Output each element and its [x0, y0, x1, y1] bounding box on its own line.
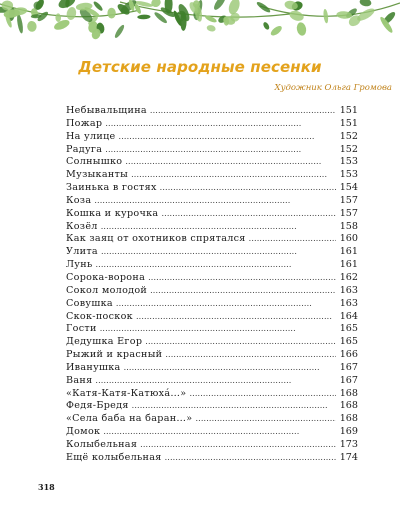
toc-entry-title: Заинька в гостях: [66, 182, 157, 194]
toc-entry-page: 153: [339, 169, 358, 181]
toc-entry-title: Коза: [66, 194, 92, 206]
leaf: [65, 6, 77, 21]
toc-entry-title: Рыжий и красный: [66, 349, 163, 361]
toc-entry-title: Кошка и курочка: [66, 207, 159, 219]
toc-entry-page: 173: [339, 438, 358, 450]
toc-entry-page: 167: [339, 361, 358, 373]
dot-leader: [125, 156, 336, 169]
toc-entry-title: Сокол молодой: [66, 284, 148, 296]
toc-entry-page: 152: [339, 143, 358, 155]
dot-leader: [132, 400, 336, 413]
toc-entry-title: Небывальщина: [66, 105, 147, 116]
toc-entry[interactable]: [66, 144, 358, 157]
leaf: [53, 18, 71, 32]
toc-entry[interactable]: [66, 298, 358, 311]
toc-entry-title: Домок: [66, 426, 101, 438]
toc-entry[interactable]: [66, 349, 358, 362]
toc-entry-title: На улице: [66, 130, 116, 142]
toc-entry[interactable]: [66, 182, 358, 195]
toc-entry-title: Пожар: [66, 117, 103, 129]
leaf: [92, 0, 104, 12]
dot-leader: [161, 208, 336, 221]
toc-entry-title: Радуга: [66, 143, 103, 155]
dot-leader: [119, 131, 336, 144]
toc-entry[interactable]: [66, 452, 358, 465]
toc-entry-page: 151: [339, 105, 358, 116]
toc-entry[interactable]: [66, 156, 358, 169]
leaf: [359, 0, 372, 7]
toc-entry-title: Сорока-ворона: [66, 271, 146, 283]
toc-entry-page: 163: [339, 284, 358, 296]
toc-entry-title: Совушка: [66, 297, 113, 309]
dot-leader: [101, 246, 336, 259]
dot-leader: [116, 298, 336, 311]
dot-leader: [95, 375, 336, 388]
dot-leader: [105, 118, 336, 131]
dot-leader: [140, 439, 336, 452]
toc-entry-title: Лунь: [66, 259, 93, 271]
leaf: [150, 0, 162, 9]
dot-leader: [150, 105, 336, 118]
toc-entry-page: 158: [339, 220, 358, 232]
toc-entry-title: Скок-поскок: [66, 310, 133, 322]
toc-entry[interactable]: [66, 413, 358, 426]
leaf: [269, 24, 283, 37]
toc-entry-title: Федя-Бредя: [66, 400, 129, 412]
toc-entry-page: 160: [339, 233, 358, 245]
leaf: [227, 0, 242, 16]
toc-entry-page: 163: [339, 297, 358, 309]
toc-entry-title: Ваня: [66, 374, 93, 386]
dot-leader: [94, 195, 336, 208]
dot-leader: [189, 388, 336, 401]
toc-entry[interactable]: [66, 336, 358, 349]
leaf: [55, 13, 61, 22]
dot-leader: [103, 426, 336, 439]
toc-entry[interactable]: [66, 118, 358, 131]
toc-entry-title: Солнышко: [66, 156, 123, 168]
dot-leader: [95, 259, 336, 272]
toc-entry-page: 161: [339, 246, 358, 258]
toc-entry-page: 166: [339, 349, 358, 361]
toc-entry[interactable]: [66, 439, 358, 452]
toc-entry-title: Ещё колыбельная: [66, 451, 162, 463]
dot-leader: [136, 311, 336, 324]
toc-entry-page: 157: [339, 194, 358, 206]
toc-entry-title: Колыбельная: [66, 438, 138, 450]
toc-entry[interactable]: [66, 208, 358, 221]
dot-leader: [195, 413, 336, 426]
leaf: [296, 22, 308, 37]
dot-leader: [100, 323, 336, 336]
dot-leader: [249, 233, 336, 246]
toc-entry-title: Иванушка: [66, 361, 121, 373]
toc-entry-page: 168: [339, 400, 358, 412]
toc-entry[interactable]: [66, 375, 358, 388]
toc-entry-page: 153: [339, 156, 358, 168]
toc-entry-page: 169: [339, 426, 358, 438]
leaf: [137, 14, 150, 19]
toc-entry[interactable]: [66, 246, 358, 259]
toc-entry[interactable]: [66, 131, 358, 144]
toc-entry-page: 154: [339, 182, 358, 194]
toc-entry[interactable]: [66, 388, 358, 401]
leaf: [113, 24, 125, 39]
toc-entry[interactable]: [66, 323, 358, 336]
toc-entry[interactable]: [66, 233, 358, 246]
leaf: [16, 14, 24, 34]
dot-leader: [165, 349, 336, 362]
toc-entry-page: 168: [339, 413, 358, 425]
page-number: 318: [38, 482, 55, 492]
section-title: Детские народные песенки: [78, 58, 322, 76]
dot-leader: [131, 169, 336, 182]
toc-entry-page: 168: [339, 387, 358, 399]
dot-leader: [101, 221, 336, 234]
toc-entry-title: «Катя-Катя-Катюха́…»: [66, 387, 187, 399]
leaf-border-illustration: [0, 0, 400, 48]
toc-entry-page: 162: [339, 271, 358, 283]
toc-entry-title: Музыканты: [66, 169, 129, 181]
toc-entry-page: 174: [339, 451, 358, 463]
toc-entry-title: Как заяц от охотников спрятался: [66, 233, 246, 245]
toc-entry[interactable]: [66, 285, 358, 298]
toc-entry[interactable]: [66, 169, 358, 182]
dot-leader: [148, 272, 336, 285]
toc-entry[interactable]: [66, 105, 358, 118]
toc-entry[interactable]: [66, 259, 358, 272]
leaf: [323, 9, 329, 24]
dot-leader: [124, 362, 336, 375]
dot-leader: [105, 144, 336, 157]
toc-entry-page: 167: [339, 374, 358, 386]
toc-entry-page: 161: [339, 259, 358, 271]
toc-entry-page: 157: [339, 207, 358, 219]
toc-entry-title: «Села баба на баран…»: [66, 413, 193, 425]
toc-entry-page: 151: [339, 117, 358, 129]
leaf: [27, 21, 37, 33]
toc-entry-title: Гости: [66, 323, 97, 335]
leaf: [212, 0, 228, 11]
toc-entry-title: Улита: [66, 246, 98, 258]
toc-entry[interactable]: [66, 311, 358, 324]
toc-entry-title: Дедушка Егор: [66, 336, 143, 348]
leaf: [255, 0, 271, 14]
toc-entry[interactable]: [66, 426, 358, 439]
dot-leader: [160, 182, 336, 195]
dot-leader: [165, 452, 336, 465]
toc-entry[interactable]: [66, 362, 358, 375]
toc-entry[interactable]: [66, 195, 358, 208]
leaf: [262, 21, 270, 31]
toc-entry[interactable]: [66, 400, 358, 413]
toc-entry-page: 164: [339, 310, 358, 322]
leaf: [206, 24, 216, 32]
toc-entry[interactable]: [66, 272, 358, 285]
toc-entry-page: 165: [339, 323, 358, 335]
leaf: [288, 9, 305, 23]
toc-entry-page: 165: [339, 336, 358, 348]
dot-leader: [150, 285, 336, 298]
toc-entry[interactable]: [66, 221, 358, 234]
illustrator-credit: Художник Ольга Громова: [274, 83, 392, 93]
table-of-contents: [66, 105, 358, 465]
leaf: [107, 8, 116, 19]
branch: [260, 3, 400, 16]
toc-entry-title: Козёл: [66, 220, 98, 232]
dot-leader: [145, 336, 336, 349]
toc-entry-page: 152: [339, 130, 358, 142]
